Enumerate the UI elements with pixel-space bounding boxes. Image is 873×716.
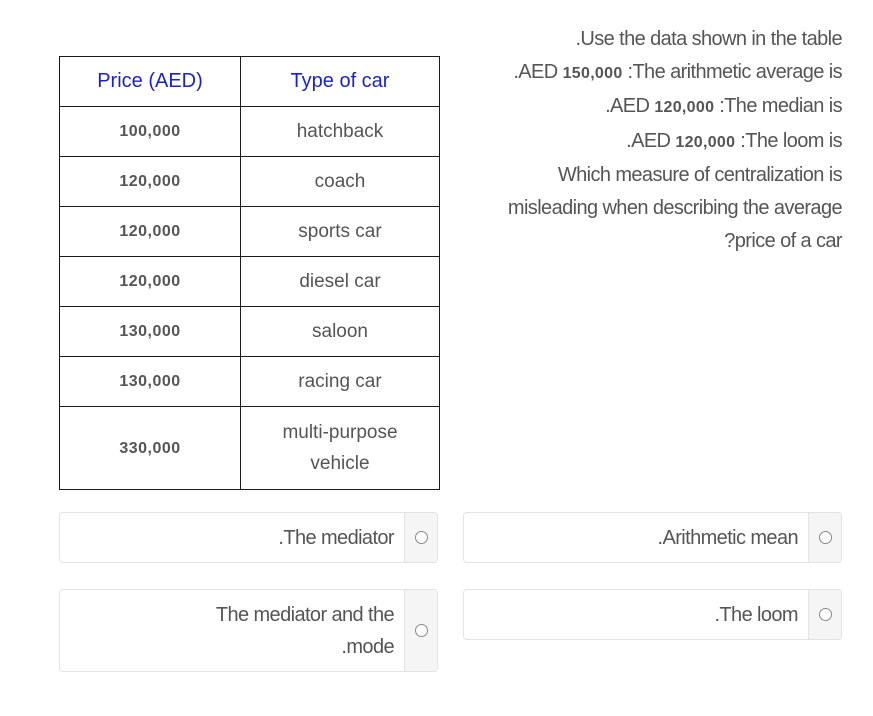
answer-option-label: .Arithmetic mean — [657, 526, 798, 549]
answer-radio-cell[interactable] — [404, 590, 437, 671]
question-fragment: :The loom is — [735, 129, 842, 152]
question-number: 120,000 — [654, 99, 715, 117]
type-cell: hatchback — [241, 107, 440, 157]
type-cell-line: vehicle — [310, 453, 370, 474]
answer-option-line: The mediator and the — [215, 603, 394, 626]
table-row — [60, 307, 440, 357]
answer-radio-cell[interactable] — [808, 513, 841, 562]
answer-option-label: .The mediator — [278, 526, 394, 549]
price-column-header: Price (AED) — [60, 57, 241, 107]
table-row — [60, 257, 440, 307]
price-cell: 120,000 — [60, 257, 241, 307]
type-column-header: Type of car — [241, 57, 440, 107]
price-cell: 330,000 — [60, 407, 241, 490]
answer-option-mediator[interactable] — [59, 512, 438, 563]
answer-radio-cell[interactable] — [808, 590, 841, 639]
type-cell: saloon — [241, 307, 440, 357]
radio-button[interactable] — [819, 608, 832, 621]
table-row — [60, 107, 440, 157]
table-row — [60, 157, 440, 207]
answer-option-label — [60, 590, 404, 671]
answer-option-mediator-and-mode[interactable] — [59, 589, 438, 672]
question-fragment: .AED — [513, 60, 563, 83]
car-price-table — [59, 56, 440, 490]
question-text — [462, 23, 842, 257]
question-fragment: :The median is — [714, 95, 842, 118]
question-line — [462, 125, 842, 160]
table-row — [60, 207, 440, 257]
type-cell: coach — [241, 157, 440, 207]
type-cell: diesel car — [241, 257, 440, 307]
question-line: misleading when describing the average — [507, 196, 842, 219]
question-number: 150,000 — [562, 64, 623, 82]
question-line — [462, 56, 842, 91]
question-number: 120,000 — [675, 133, 736, 151]
table-row — [60, 407, 440, 490]
answer-radio-cell[interactable] — [404, 513, 437, 562]
answer-option-arithmetic-mean[interactable] — [463, 512, 842, 563]
question-line: .Use the data shown in the table — [575, 28, 842, 50]
answer-option-loom[interactable] — [463, 589, 842, 640]
question-line: Which measure of centralization is — [557, 164, 842, 187]
question-fragment: .AED — [626, 129, 676, 152]
table-header-row — [60, 57, 440, 107]
type-cell-line: multi-purpose — [282, 422, 398, 443]
radio-button[interactable] — [415, 531, 428, 544]
price-cell: 100,000 — [60, 107, 241, 157]
table-row — [60, 357, 440, 407]
answer-option-line: .mode — [341, 635, 394, 658]
price-cell: 130,000 — [60, 357, 241, 407]
question-fragment: .AED — [605, 95, 655, 118]
question-line — [462, 90, 842, 125]
radio-button[interactable] — [415, 624, 428, 637]
type-cell: sports car — [241, 207, 440, 257]
question-line: ?price of a car — [724, 229, 842, 252]
price-cell: 120,000 — [60, 157, 241, 207]
answer-option-label: .The loom — [714, 603, 798, 626]
price-cell: 120,000 — [60, 207, 241, 257]
question-fragment: :The arithmetic average is — [622, 60, 842, 83]
radio-button[interactable] — [819, 531, 832, 544]
price-cell: 130,000 — [60, 307, 241, 357]
type-cell — [241, 407, 440, 490]
type-cell: racing car — [241, 357, 440, 407]
